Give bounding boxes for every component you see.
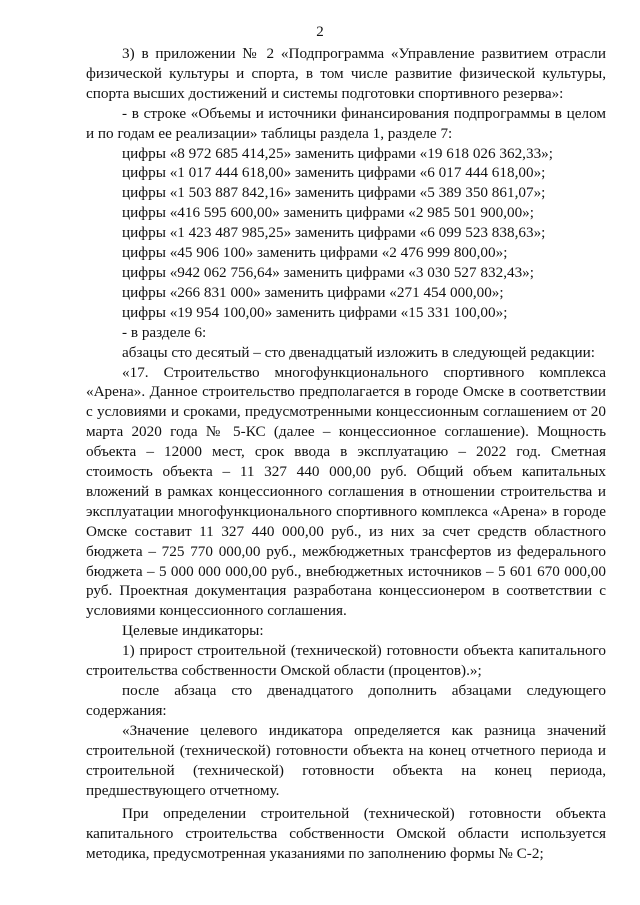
replacement-line: цифры «19 954 100,00» заменить цифрами «15 331 100,00»; — [122, 303, 508, 321]
indicator-value-paragraph: «Значение целевого индикатора определяется как разница значений строительной (технической) готовности объекта на конец отчетного периода и строительной (технической) готовности объекта на конец периода, предшествующего отчетному. — [86, 721, 606, 799]
replacement-line: цифры «45 906 100» заменить цифрами «2 476 999 800,00»; — [122, 244, 508, 262]
document-body — [86, 44, 606, 864]
replacement-line: цифры «1 503 887 842,16» заменить цифрами «5 389 350 861,07»; — [122, 184, 546, 202]
replacement-line: цифры «942 062 756,64» заменить цифрами «3 030 527 832,43»; — [122, 263, 534, 281]
method-paragraph: При определении строительной (технической) готовности объекта капитального строительства собственности Омской области используется методика, предусмотренная указаниями по заполнению формы № С-2; — [86, 805, 606, 863]
targets-heading: Целевые индикаторы: — [122, 622, 264, 640]
replacement-line: цифры «1 423 487 985,25» заменить цифрами «6 099 523 838,63»; — [122, 224, 546, 242]
item-17-paragraph: «17. Строительство многофункционального спортивного комплекса «Арена». Данное строительство предполагается в городе Омске в соответствии с условиями и сроками, предусмотренными концессионным соглашением от 20 марта 2020 года № 5-КС (далее – концессионное соглашение). Мощность объекта – 12000 мест, срок ввода в эксплуатацию – 2022 год. Сметная стоимость объекта – 11 327 440 000,00 руб. Общий объем капитальных вложений в рамках концессионного соглашения в отношении строительства и эксплуатации многофункционального спортивного комплекса «Арена» в городе Омске составит 11 327 440 000,00 руб., из них за счет средств областного бюджета – 725 770 000,00 руб., межбюджетных трансфертов из федерального бюджета – 5 000 000 000,00 руб., внебюджетных источников – 5 601 670 000,00 руб. Проектная документация разработана концессионером в соответствии с условиями концессионного соглашения. — [86, 363, 606, 620]
section-6-heading: - в разделе 6: — [122, 323, 207, 341]
after-paragraph: после абзаца сто двенадцатого дополнить абзацами следующего содержания: — [86, 682, 606, 719]
abzatsy-paragraph: абзацы сто десятый – сто двенадцатый изложить в следующей редакции: — [122, 343, 595, 361]
intro-paragraph: 3) в приложении № 2 «Подпрограмма «Управление развитием отрасли физической культуры и спорта, в том числе развитие физической культуры, спорта высших достижений и системы подготовки спортивного резерва»: — [86, 45, 606, 102]
replacement-line: цифры «8 972 685 414,25» заменить цифрами «19 618 026 362,33»; — [122, 144, 553, 162]
replacement-line: цифры «416 595 600,00» заменить цифрами «2 985 501 900,00»; — [122, 204, 534, 222]
replacement-line: цифры «266 831 000» заменить цифрами «271 454 000,00»; — [122, 283, 504, 301]
page-number: 2 — [316, 24, 324, 40]
replacement-line: цифры «1 017 444 618,00» заменить цифрами «6 017 444 618,00»; — [122, 164, 546, 182]
indicator-1-paragraph: 1) прирост строительной (технической) готовности объекта капитального строительства собственности Омской области (процентов).»; — [86, 642, 606, 680]
replacement-list — [86, 144, 606, 323]
funding-row-paragraph: - в строке «Объемы и источники финансирования подпрограммы в целом и по годам ее реализации» таблицы раздела 1, разделе 7: — [86, 104, 606, 142]
